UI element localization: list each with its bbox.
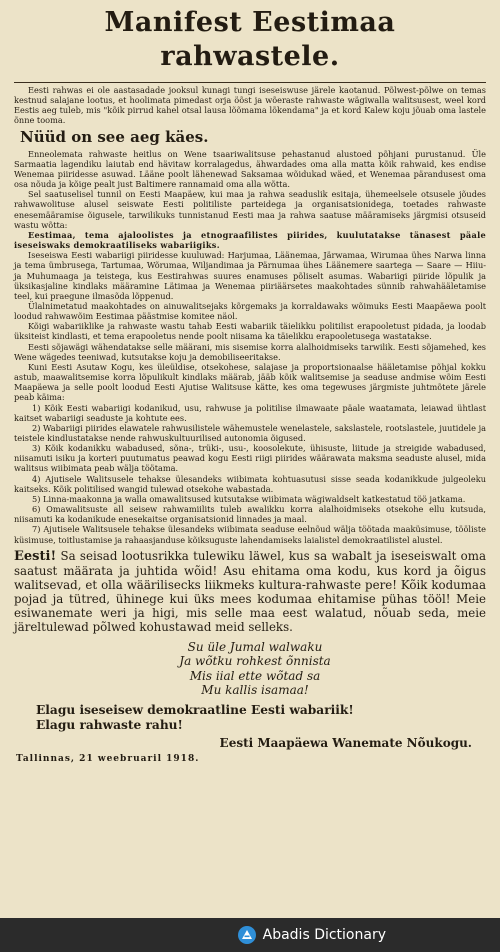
signature: Eesti Maapäewa Wanemate Nõukogu. [219,736,472,751]
document-title: Manifest Eestimaa rahwastele. [104,7,396,72]
closing-cry: Elagu iseseisew demokraatline Eesti wabariik! [36,703,354,718]
list-item: 6) Omawalitsuste all seisew rahwamiilits tuleb awalikku korra alalhoidmiseks otsekohe ellu kutsuda, niisamuti ka kodanikude enesekaitse organisatsionid linnades ja maal. [14,504,486,525]
list-item: 5) Linna-maakonna ja walla omawalitsused kutsutakse wiibimata wägiwaldselt katkestatud töö jatkama. [32,493,466,504]
date-line: Tallinnas, 21 weebruaril 1918. [16,754,200,765]
footer-brand[interactable] [237,925,386,945]
body-paragraph: Iseseiswa Eesti wabariigi piiridesse kuuluwad: Harjumaa, Läänemaa, Järwamaa, Wirumaa ühes Narwa linna ja tema ümbrusega, Tartumaa, Wõrumaa, Wiljandimaa ja Pärnumaa ühes Läänemere saartega — Saare — Hiiu- ja Muhumaaga ja teistega, kus Eestirahwas suures enamuses põliselt asumas. Wabariigi piiride lõpulik ja üksikasjaline kindlaks määramine Lätimaa ja Wenemaa piiriäärsetes maakohtades sünnib rahwahääletamise teel, kui praegune ilmasõda lõppenud. [14,250,486,301]
footer-brand-label: Abadis Dictionary [262,927,386,943]
footer-bar [0,918,500,952]
appeal-lead: Eesti! [14,548,57,564]
appeal-paragraph [14,549,486,635]
verse-line: Mu kallis isamaa! [201,682,309,697]
verse-line: Su üle Jumal walwaku [187,640,323,655]
body-paragraph: Sel saatuselisel tunnil on Eesti Maapäew, kui maa ja rahwa seaduslik esitaja, ühemeelsele otsusele jõudes rahwawolituse alusel seiswate Eesti politiliste parteidega ja organisatsionidega, toetades rahwaste enesemääramise õigusele, tarwilikuks tunnistanud Eesti maa ja rahwa saatuse määramiseks järgmisi otsuseid wastu wõtta: [14,189,486,230]
list-item: 1) Kõik Eesti wabariigi kodanikud, usu, rahwuse ja politilise ilmawaate päale waatamata, leiawad ühtlast kaitset wabariigi seaduste ja kohtute ees. [14,402,486,423]
closing-cry: Elagu rahwaste rahu! [36,717,183,732]
title-rule [14,82,486,83]
subheading: Nüüd on see aeg käes. [20,127,209,146]
body-paragraph: Ülalnimetatud maakohtades on ainuwalitsejaks kõrgemaks ja korraldawaks wõimuks Eesti Maapäewa poolt loodud rahwawõim Eestimaa päästmise komitee näol. [14,300,486,322]
body-paragraph: Enneolemata rahwaste heitlus on Wene tsaariwalitsuse pehastanud alustoed põhjani purustanud. Üle Sarmaatia lagendiku laiutab end hävitaw korralagedus, ähwardades oma alla matta kõik rahwaid, kes endise Wenemaa piiridesse asuwad. Lääne poolt lähenewad Saksamaa wõidukad wäed, et Wenemaa pärandusest oma osa nõuda ja kõige pealt just Baltimere rannamaid oma alla wõtta. [14,148,486,190]
list-item: 2) Wabariigi piirides elawatele rahwusilistele wähemustele wenelastele, sakslastele, rootslastele, juutidele ja teistele kindlustatakse nende rahwuskultuurilised autonomia õigused. [14,422,486,443]
anthem-verse [14,640,486,697]
verse-line: Mis iial ette wõtad sa [189,668,321,683]
list-item: 7) Ajutisele Walitsusele tehakse ülesandeks wiibimata seaduse eelnõud wälja töötada maaküsimuse, tööliste küsimuse, toitlustamise ja rahaasjanduse kõiksuguste lahendamiseks laialistel demokraatilistel alustel. [14,524,486,545]
list-item: 3) Kõik kodanikku wabadused, sõna-, trüki-, usu-, koosolekute, ühisuste, liitude ja streigide wabadused, niisamuti isiku ja korteri puutumatus peawad kogu Eesti riigi piirides wäärawata maksma seaduste alusel, mida walitsus wiibimata peab wälja töötama. [14,443,486,474]
verse-line: Ja wõtku rohkest õnnista [179,654,331,669]
body-paragraph: Kõigi wabariiklike ja rahwaste wastu tahab Eesti wabariik täielikku politilist erapooletust pidada, ja loodab üksiteist kindlasti, et tema erapooletus nende poolt niisama ka täielikku erapooletusega wastatakse. [14,321,486,342]
body-paragraph: Eestimaa, tema ajaloolistes ja etnograafilistes piirides, kuulutatakse tänasest päale iseseiswaks demokraatiliseks wabariigiks. [14,229,486,251]
abadis-logo-icon [237,925,257,945]
body-paragraph: Kuni Eesti Asutaw Kogu, kes üleüldise, otsekohese, salajase ja proportsionaalse hääletamise põhjal kokku astub, maawalitsemise korra lõpulikult kindlaks määrab, jääb kõik walitsemise ja seaduse andmise wõim Eesti Maapäewa ja selle poolt loodud Eesti Ajutise Walitsuse kätte, kes oma tegewuses järgmiste juhtmõtete järele peab käima: [14,361,486,403]
appeal-text: Sa seisad lootusrikka tulewiku läwel, kus sa wabalt ja iseseiswalt oma saatust määrata ja juhtida wõid! Asu ehitama oma kodu, kus kord ja õigus walitsevad, et olla wäärilisecks liikmeks kultura-rahwaste pere! Kõik kodumaa pojad ja tütred, ühinege kui üks mees kodumaa ehitamise pühas tööl! Meie esiwanemate weri ja higi, mis selle maa eest walatud, nõuab seda, meie järeltulewad põlwed kohustawad meid selleks. [14,548,486,635]
principles-list [14,403,486,545]
body-paragraph: Eesti sõjawägi wähendatakse selle määrani, mis sisemise korra alalhoidmiseks tarwilik. Eesti sõjamehed, kes Wene wägedes teeniwad, kutsutakse koju ja demobiliseeritakse. [14,341,486,362]
intro-paragraph: Eesti rahwas ei ole aastasadade jooksul kunagi tungi iseseiswuse järele kaotanud. Põlwest-põlwe on temas kestnud salajane lootus, et hoolimata pimedast orja öõst ja wõeraste rahwaste wägiwalla walitsusest, weel kord Eestis aeg tuleb, mis "kõik pirrud kahel otsal lausa lõõmama lõkendama" ja et kord Kalew koju jõuab oma lastele õnne tooma. [14,85,486,126]
list-item: 4) Ajutisele Walitsusele tehakse ülesandeks wiibimata kohtuasutusi sisse seada kodanikkude julgeoleku kaitseks. Kõik politilised wangid tulewad otsekohe wabastada. [14,473,486,494]
